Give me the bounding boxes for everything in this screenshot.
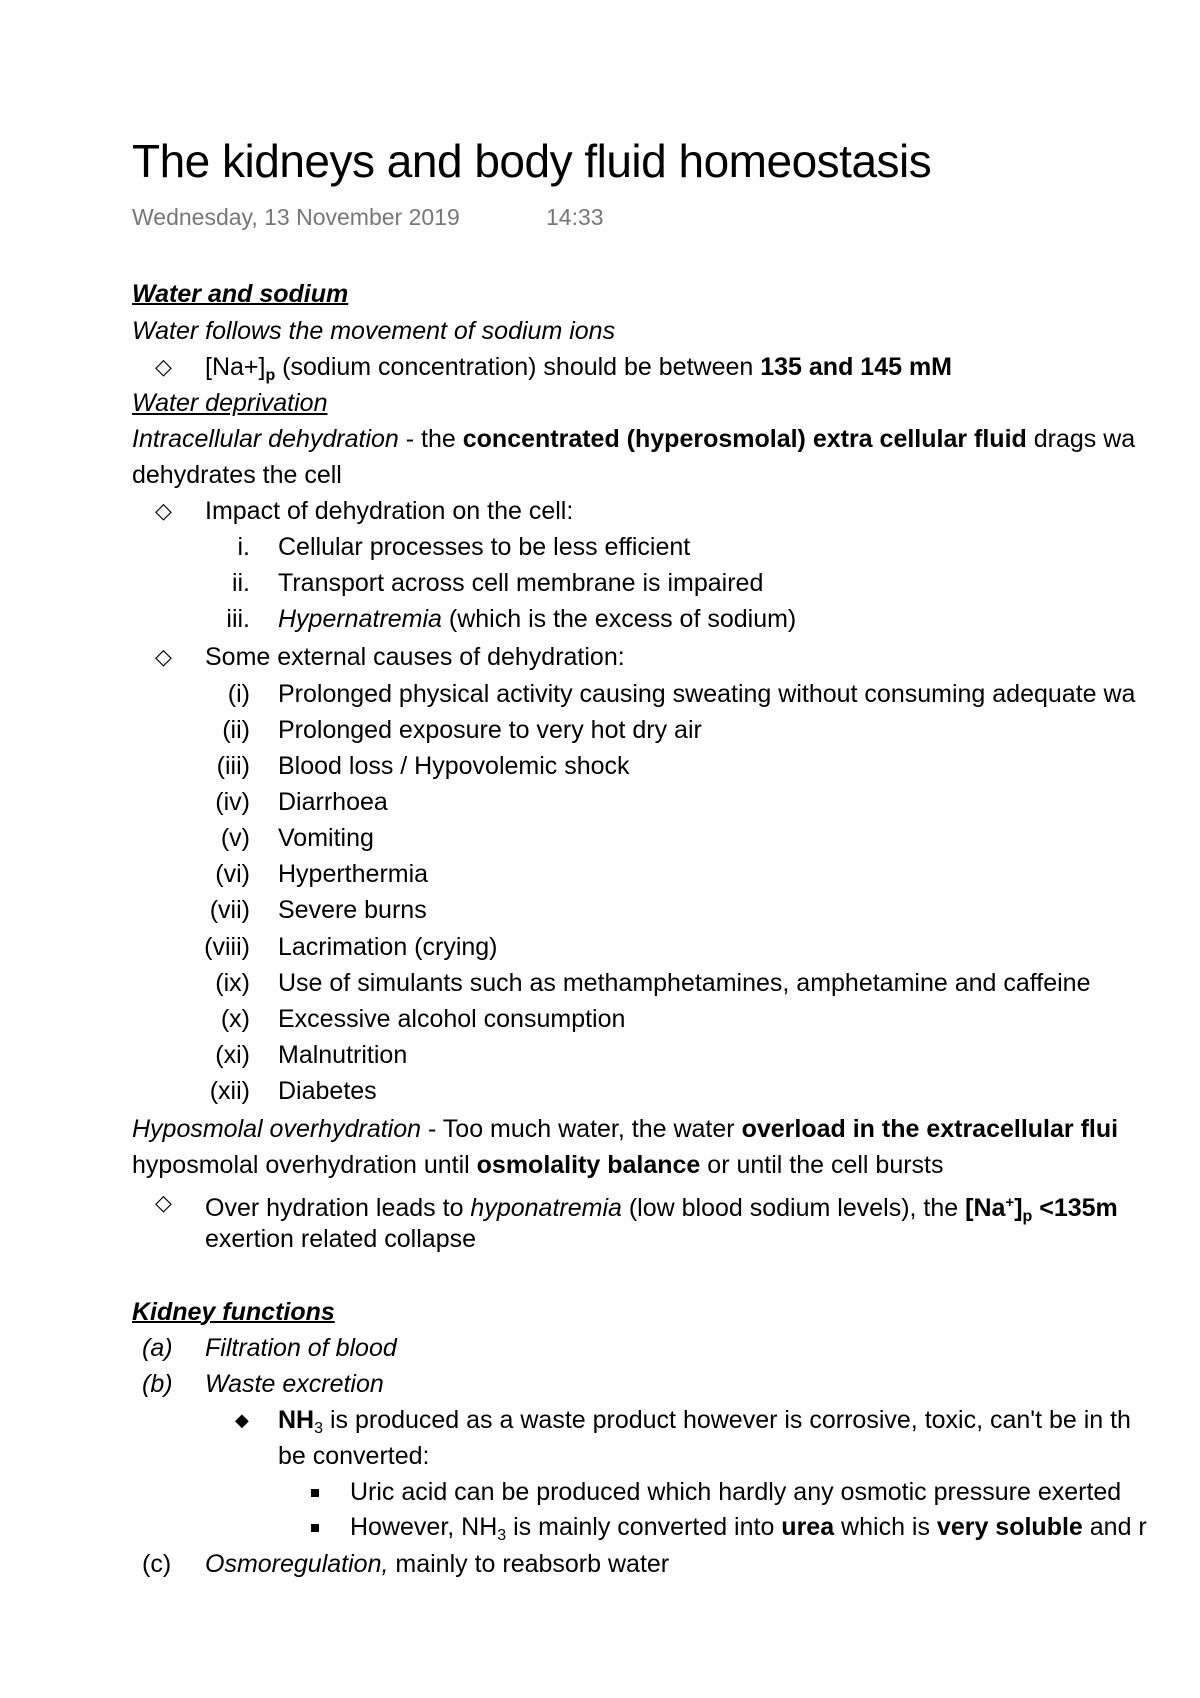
nh3-line: $NH_3$ is produced as a waste product however is corrosive, toxic, can't be in th <box>278 1406 1131 1437</box>
list-item: Waste excretion <box>205 1370 384 1398</box>
list-item: Filtration of blood <box>205 1334 397 1362</box>
causes-label: Some external causes of dehydration: <box>205 643 625 671</box>
list-number: (xii) <box>209 1077 250 1105</box>
urea-line: However, $NH_3$ is mainly converted into urea which is very soluble and r <box>350 1513 1147 1544</box>
list-number: iii. <box>226 605 250 633</box>
list-number: (viii) <box>204 933 250 961</box>
diamond-bullet-icon: ◇ <box>155 644 172 669</box>
section-heading-kidney-functions: Kidney functions <box>132 1298 335 1326</box>
list-item: Use of simulants such as methamphetamines, amphetamine and caffeine <box>278 969 1091 997</box>
list-item: Vomiting <box>278 824 374 852</box>
list-number: (xi) <box>215 1041 250 1069</box>
list-number: (vii) <box>209 896 250 924</box>
na-concentration-line: $[Na+]_p$ (sodium concentration) should be between 135 and 145 mM <box>205 353 953 384</box>
list-item: Diabetes <box>278 1077 377 1105</box>
list-item: Malnutrition <box>278 1041 408 1069</box>
list-item: Excessive alcohol consumption <box>278 1005 626 1033</box>
list-number: ii. <box>231 569 250 597</box>
list-item: Osmoregulation, mainly to reabsorb water <box>205 1550 670 1578</box>
list-number: (x) <box>220 1005 250 1033</box>
diamond-bullet-icon: ◇ <box>155 1190 172 1215</box>
square-bullet-icon <box>311 1524 319 1532</box>
list-item: Diarrhoea <box>278 788 388 816</box>
diamond-bullet-icon: ◇ <box>155 354 172 379</box>
list-number: (c) <box>142 1550 172 1578</box>
water-sodium-subheading: Water follows the movement of sodium ions <box>132 317 616 345</box>
list-number: i. <box>237 533 250 561</box>
page-title: The kidneys and body fluid homeostasis <box>132 135 932 187</box>
list-item: Hyperthermia <box>278 860 429 888</box>
list-number: (b) <box>142 1370 173 1398</box>
section-heading-water-deprivation: Water deprivation <box>132 389 328 417</box>
hyposmolal-line: Hyposmolal overhydration - Too much water, the water overload in the extracellular flui <box>132 1115 1119 1143</box>
diamond-bullet-icon: ◇ <box>155 498 172 523</box>
list-number: (v) <box>220 824 250 852</box>
list-number: (ii) <box>222 716 250 744</box>
diamond-filled-bullet-icon: ◆ <box>235 1410 249 1430</box>
list-number: (iv) <box>215 788 250 816</box>
list-number: (vi) <box>215 860 250 888</box>
list-item: Prolonged physical activity causing sweating without consuming adequate wa <box>278 680 1136 708</box>
overhydration-line: Over hydration leads to hyponatremia (low blood sodium levels), the $[Na^+]_p <135m$ <box>205 1194 1118 1225</box>
list-item: Lacrimation (crying) <box>278 933 498 961</box>
list-number: (i) <box>227 680 250 708</box>
list-item: Hypernatremia (which is the excess of sodium) <box>278 605 797 633</box>
intracellular-dehydration-line: Intracellular dehydration - the concentrated (hyperosmolal) extra cellular fluid drags wa <box>132 425 1136 453</box>
list-number: (ix) <box>215 969 250 997</box>
list-item: Transport across cell membrane is impaired <box>278 569 764 597</box>
list-item: Prolonged exposure to very hot dry air <box>278 716 702 744</box>
list-item: Blood loss / Hypovolemic shock <box>278 752 630 780</box>
uric-acid-line: Uric acid can be produced which hardly any osmotic pressure exerted <box>350 1478 1122 1506</box>
list-number: (a) <box>142 1334 173 1362</box>
note-date: Wednesday, 13 November 2019 <box>132 204 460 230</box>
list-number: (iii) <box>216 752 250 780</box>
list-item: Severe burns <box>278 896 427 924</box>
list-item: Cellular processes to be less efficient <box>278 533 691 561</box>
nh3-line-2: be converted: <box>278 1442 430 1470</box>
note-time: 14:33 <box>546 204 604 230</box>
intracellular-dehydration-line-2: dehydrates the cell <box>132 461 342 489</box>
section-heading-water-sodium: Water and sodium <box>132 280 349 308</box>
square-bullet-icon <box>311 1489 319 1497</box>
hyposmolal-line-2: hyposmolal overhydration until osmolality balance or until the cell bursts <box>132 1151 944 1179</box>
impact-label: Impact of dehydration on the cell: <box>205 497 574 525</box>
overhydration-line-2: exertion related collapse <box>205 1225 476 1253</box>
